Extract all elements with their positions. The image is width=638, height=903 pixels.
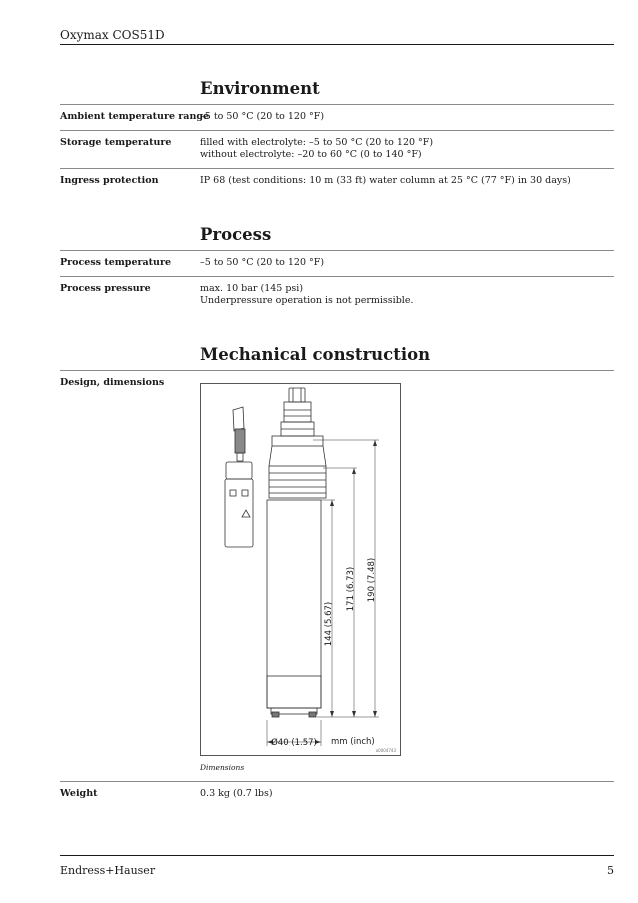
sensor-body bbox=[267, 500, 321, 708]
value-process-pressure bbox=[200, 283, 413, 307]
figure-caption: Dimensions bbox=[200, 763, 245, 772]
figure-code: a0004743 bbox=[375, 748, 396, 753]
dimensions-figure bbox=[200, 383, 401, 756]
footer-rule bbox=[60, 855, 614, 856]
label-process-temperature: Process temperature bbox=[60, 257, 171, 268]
dimension-171-label: 171 (6.73) bbox=[346, 566, 356, 612]
value-line: IP 68 (test conditions: 10 m (33 ft) water column at 25 °C (77 °F) in 30 days) bbox=[200, 175, 571, 186]
warning-triangle-icon bbox=[242, 510, 250, 517]
sensor-head-upper bbox=[284, 402, 311, 422]
value-line: –5 to 50 °C (20 to 120 °F) bbox=[200, 111, 325, 122]
sensor-membrane-cap bbox=[267, 676, 321, 708]
section-title-environment: Environment bbox=[200, 79, 320, 98]
page-number: 5 bbox=[607, 864, 614, 877]
row-rule bbox=[60, 781, 614, 782]
label-process-pressure: Process pressure bbox=[60, 283, 151, 294]
value-line: without electrolyte: –20 to 60 °C (0 to 140 °F) bbox=[200, 149, 422, 160]
value-line: max. 10 bar (145 psi) bbox=[200, 283, 304, 294]
diameter-label: Ø40 (1.57) bbox=[271, 738, 317, 748]
unlock-symbol bbox=[242, 490, 248, 496]
section-title-mechanical: Mechanical construction bbox=[200, 345, 431, 364]
label-design-dimensions: Design, dimensions bbox=[60, 377, 165, 388]
section-rule bbox=[60, 104, 614, 105]
label-ingress-protection: Ingress protection bbox=[60, 175, 159, 186]
section-rule bbox=[60, 250, 614, 251]
value-weight: 0.3 kg (0.7 lbs) bbox=[200, 788, 273, 799]
section-rule bbox=[60, 370, 614, 371]
sensor-drawing bbox=[201, 384, 400, 755]
dimension-190-label: 190 (7.48) bbox=[367, 557, 377, 603]
row-rule bbox=[60, 130, 614, 131]
connector-top bbox=[226, 462, 252, 479]
value-ingress-protection bbox=[200, 175, 571, 187]
row-rule bbox=[60, 276, 614, 277]
cable-neck bbox=[237, 453, 243, 461]
dimension-144-label: 144 (5.67) bbox=[324, 601, 334, 647]
value-storage-temperature bbox=[200, 137, 433, 161]
row-rule bbox=[60, 168, 614, 169]
section-title-process: Process bbox=[200, 225, 272, 244]
header-rule bbox=[60, 44, 614, 45]
value-process-temperature bbox=[200, 257, 324, 269]
value-line: –5 to 50 °C (20 to 120 °F) bbox=[200, 257, 325, 268]
cable-tip bbox=[233, 407, 244, 431]
connector-body bbox=[225, 479, 253, 547]
label-weight: Weight bbox=[60, 788, 98, 799]
footer-company: Endress+Hauser bbox=[60, 864, 156, 877]
sensor-cap bbox=[289, 388, 305, 402]
cable bbox=[235, 429, 245, 453]
value-line: filled with electrolyte: –5 to 50 °C (20 to 120 °F) bbox=[200, 137, 434, 148]
lock-symbol bbox=[230, 490, 236, 496]
sensor-flange bbox=[272, 436, 323, 446]
value-line: Underpressure operation is not permissible. bbox=[200, 295, 414, 306]
label-ambient-temperature: Ambient temperature range bbox=[60, 111, 210, 122]
units-label: mm (inch) bbox=[331, 737, 375, 747]
value-ambient-temperature bbox=[200, 111, 324, 123]
document-title: Oxymax COS51D bbox=[60, 28, 165, 42]
label-storage-temperature: Storage temperature bbox=[60, 137, 172, 148]
